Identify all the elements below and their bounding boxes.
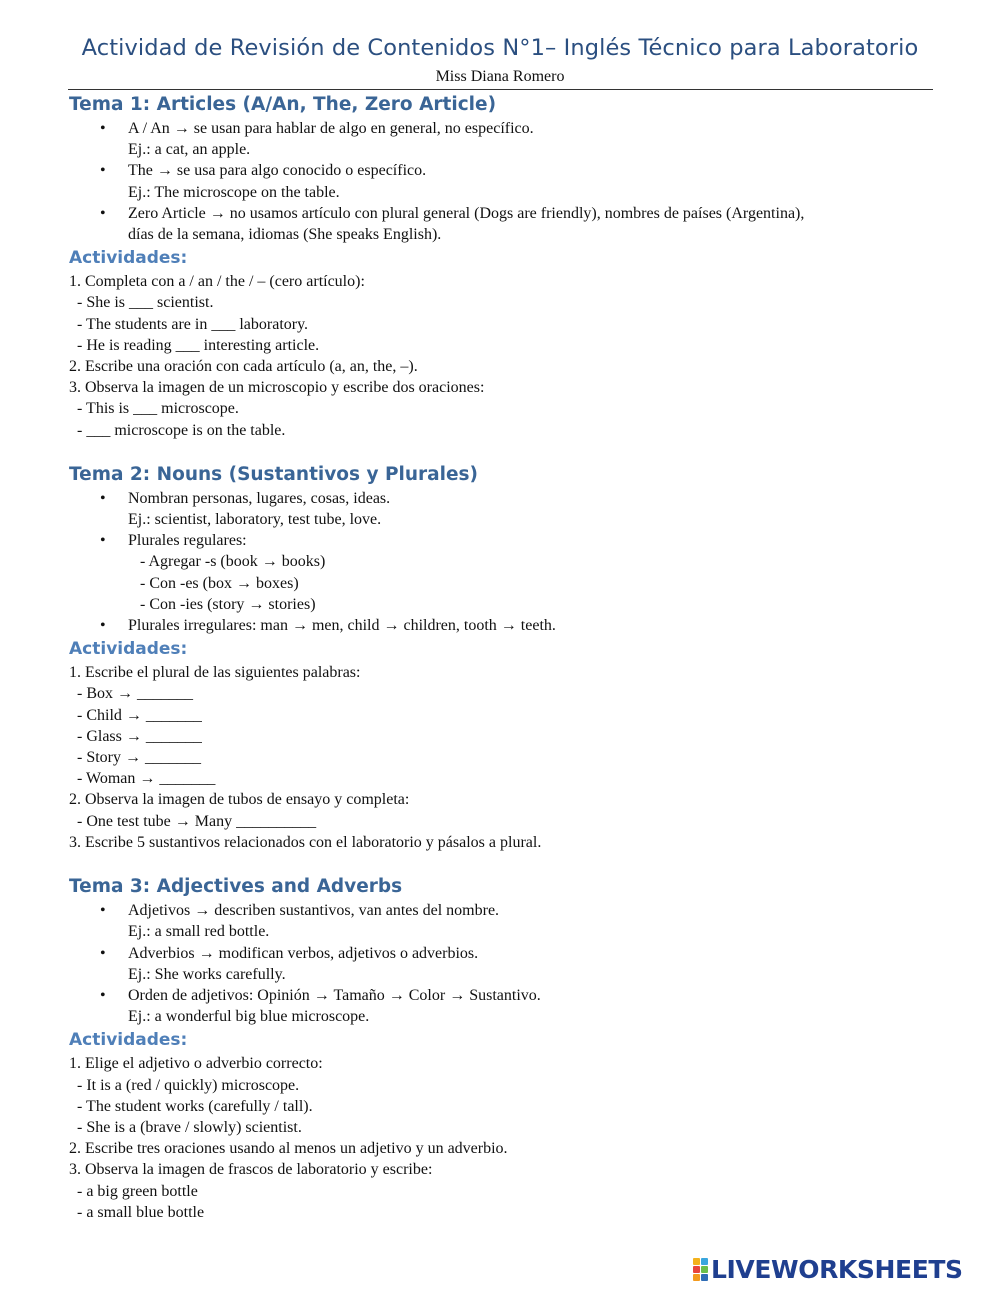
activity-line: 2. Escribe una oración con cada artículo (a, an, the, –).: [69, 358, 418, 376]
activity-line: 3. Escribe 5 sustantivos relacionados con el laboratorio y pásalos a plural.: [69, 833, 542, 851]
logo-square: [701, 1274, 708, 1281]
bullet-line: Orden de adjetivos: Opinión → Tamaño → Color → Sustantivo.: [128, 986, 541, 1004]
activity-line: - Story → _______: [69, 749, 201, 767]
activity-line: - The student works (carefully / tall).: [69, 1097, 313, 1115]
bullet-line: Zero Article → no usamos artículo con plural general (Dogs are friendly), nombres de países (Argentina),: [128, 204, 805, 222]
activity-line: 2. Observa la imagen de tubos de ensayo y completa:: [69, 791, 410, 809]
bullet-line: Ej.: The microscope on the table.: [128, 183, 340, 201]
bullet-item: [69, 943, 939, 985]
activity-line: 3. Observa la imagen de un microscopio y escribe dos oraciones:: [69, 379, 485, 397]
worksheet-content: [69, 92, 939, 1223]
activity-line: - a big green bottle: [69, 1182, 198, 1200]
page-title: Actividad de Revisión de Contenidos N°1– Inglés Técnico para Laboratorio: [81, 35, 919, 61]
bullet-line: Ej.: a small red bottle.: [128, 923, 270, 941]
bullet-line: Ej.: a wonderful big blue microscope.: [128, 1008, 370, 1026]
section-gap: [69, 441, 939, 462]
topic-heading: Tema 2: Nouns (Sustantivos y Plurales): [69, 463, 479, 485]
activity-line: - Woman → _______: [69, 770, 216, 788]
topic-section-1: [69, 92, 939, 441]
logo-mark-icon: [693, 1258, 708, 1281]
activity-line: - Glass → _______: [69, 727, 202, 745]
bullet-line: Ej.: scientist, laboratory, test tube, love.: [128, 511, 382, 529]
activity-line: - She is ___ scientist.: [69, 294, 214, 312]
activity-line: - Box → _______: [69, 685, 193, 703]
activity-line: - She is a (brave / slowly) scientist.: [69, 1118, 302, 1136]
topic-heading: Tema 3: Adjectives and Adverbs: [69, 876, 403, 898]
bullet-line: The → se usa para algo conocido o específico.: [128, 162, 427, 180]
bullet-line: Ej.: a cat, an apple.: [128, 141, 251, 159]
bullet-line: Nombran personas, lugares, cosas, ideas.: [128, 489, 391, 507]
logo-square: [701, 1266, 708, 1273]
bullet-line: días de la semana, idiomas (She speaks English).: [128, 226, 442, 244]
bullet-dot: •: [100, 120, 106, 137]
bullet-list: [69, 900, 939, 1027]
bullet-list: [69, 118, 939, 245]
topic-section-3: [69, 874, 939, 1223]
bullet-item: [69, 615, 939, 636]
section-gap: [69, 853, 939, 874]
topic-heading: Tema 1: Articles (A/An, The, Zero Article): [69, 94, 497, 115]
bullet-list: [69, 488, 939, 636]
bullet-item: [69, 160, 939, 202]
bullet-line: - Con -es (box → boxes): [128, 574, 299, 592]
activity-line: - He is reading ___ interesting article.: [69, 336, 320, 354]
bullet-line: Adverbios → modifican verbos, adjetivos o adverbios.: [128, 944, 479, 962]
bullet-line: Plurales irregulares: man → men, child → children, tooth → teeth.: [128, 617, 556, 635]
bullet-line: Ej.: She works carefully.: [128, 965, 286, 983]
activity-line: - a small blue bottle: [69, 1203, 205, 1221]
bullet-item: [69, 203, 939, 245]
bullet-dot: •: [100, 162, 106, 180]
activity-line: 1. Escribe el plural de las siguientes palabras:: [69, 664, 361, 682]
activity-line: - Child → _______: [69, 706, 202, 724]
bullet-line: Plurales regulares:: [128, 532, 247, 550]
activity-line: - The students are in ___ laboratory.: [69, 315, 309, 333]
activities-heading: Actividades:: [69, 248, 188, 269]
bullet-item: [69, 488, 939, 530]
liveworksheets-logo: [693, 1254, 963, 1284]
activity-line: - It is a (red / quickly) microscope.: [69, 1076, 300, 1094]
activity-line: - ___ microscope is on the table.: [69, 421, 286, 439]
bullet-dot: •: [100, 489, 106, 507]
logo-text: LIVEWORKSHEETS: [711, 1254, 963, 1284]
bullet-dot: •: [100, 532, 106, 550]
bullet-dot: •: [100, 204, 106, 222]
bullet-dot: •: [100, 902, 106, 920]
activity-line: 1. Elige el adjetivo o adverbio correcto:: [69, 1055, 323, 1073]
logo-square: [701, 1258, 708, 1265]
bullet-item: [69, 900, 939, 942]
bullet-dot: •: [100, 986, 106, 1004]
activity-line: - This is ___ microscope.: [69, 400, 239, 418]
bullet-line: - Agregar -s (book → books): [128, 553, 326, 571]
logo-square: [693, 1274, 700, 1281]
bullet-item: [69, 118, 939, 160]
bullet-dot: •: [100, 617, 106, 635]
activity-line: 2. Escribe tres oraciones usando al menos un adjetivo y un adverbio.: [69, 1140, 508, 1158]
activities-heading: Actividades:: [69, 639, 188, 660]
bullet-line: - Con -ies (story → stories): [128, 595, 316, 613]
bullet-dot: •: [100, 944, 106, 962]
author-name: Miss Diana Romero: [435, 68, 565, 85]
bullet-item: [69, 985, 939, 1027]
topic-section-2: [69, 462, 939, 853]
activity-line: 1. Completa con a / an / the / – (cero artículo):: [69, 273, 365, 291]
bullet-line: A / An → se usan para hablar de algo en general, no específico.: [128, 120, 534, 137]
header-divider: [68, 89, 933, 90]
activities-heading: Actividades:: [69, 1030, 188, 1051]
activity-line: 3. Observa la imagen de frascos de laboratorio y escribe:: [69, 1161, 433, 1179]
bullet-item: [69, 530, 939, 615]
activity-line: - One test tube → Many __________: [69, 812, 317, 830]
logo-square: [693, 1258, 700, 1265]
bullet-line: Adjetivos → describen sustantivos, van antes del nombre.: [128, 902, 500, 920]
logo-square: [693, 1266, 700, 1273]
